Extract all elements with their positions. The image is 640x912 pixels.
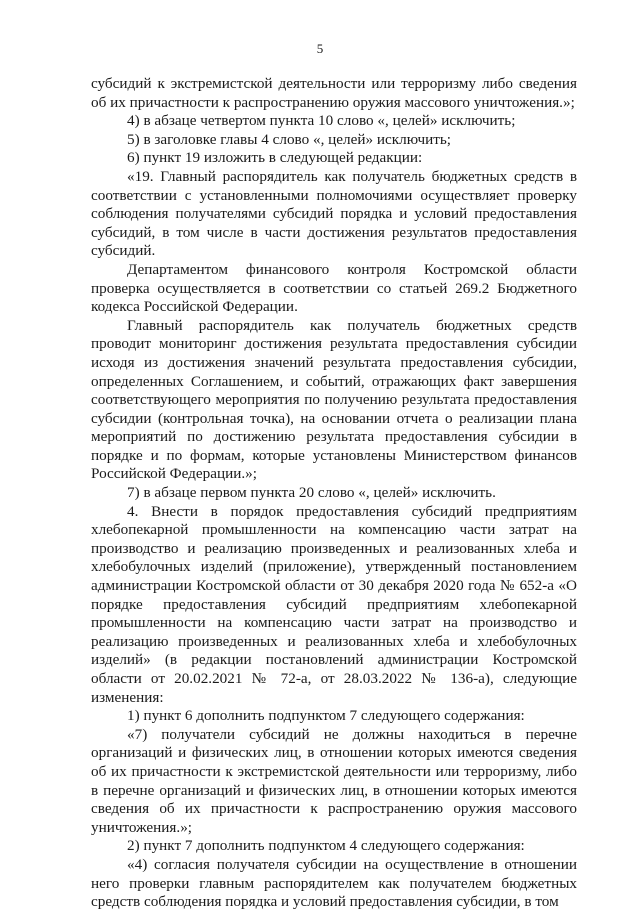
paragraph: Департаментом финансового контроля Костромской области проверка осуществляется в соответствии со статьей 269.2 Бюджетного кодекса Российской Федерации. bbox=[91, 260, 577, 316]
paragraph: 7) в абзаце первом пункта 20 слово «, целей» исключить. bbox=[127, 484, 496, 502]
paragraph: 5) в заголовке главы 4 слово «, целей» исключить; bbox=[127, 130, 452, 148]
paragraph: «19. Главный распорядитель как получатель бюджетных средств в соответствии с установленными полномочиями осуществляет проверку соблюдения получателями субсидий порядка и условий предоставления субсидий, в том числе в части достижения результатов предоставления субсидий. bbox=[91, 167, 577, 260]
paragraph: 4. Внести в порядок предоставления субсидий предприятиям хлебопекарной промышленности на компенсацию части затрат на производство и реализацию произведенных и реализованных хлеба и хлебобулочных изделий (приложение), утвержденный постановлением администрации Костромской области от 30 декабря 2020 года № 652-а «О порядке предоставления субсидий предприятиям хлебопекарной промышленности на компенсацию части затрат на производство и реализацию произведенных и реализованных хлеба и хлебобулочных изделий» (в редакции постановлений администрации Костромской области от 20.02.2021 № 72-а, от 28.03.2022 № 136-а), следующие изменения: bbox=[91, 502, 577, 706]
paragraph: «7) получатели субсидий не должны находиться в перечне организаций и физических лиц, в отношении которых имеются сведения об их причастности к экстремистской деятельности или терроризму, либо в перечне организаций и физических лиц, в отношении которых имеются сведения об их причастности к распространению оружия массового уничтожения.»; bbox=[91, 725, 577, 836]
paragraph: 2) пункт 7 дополнить подпунктом 4 следующего содержания: bbox=[127, 837, 525, 855]
paragraph: «4) согласия получателя субсидии на осуществление в отношении него проверки главным распорядителем как получателем бюджетных средств соблюдения порядка и условий предоставления субсидии, в том bbox=[91, 855, 577, 911]
paragraph: субсидий к экстремистской деятельности или терроризму либо сведения об их причастности к распространению оружия массового уничтожения.»; bbox=[91, 75, 577, 111]
paragraph: 1) пункт 6 дополнить подпунктом 7 следующего содержания: bbox=[127, 707, 525, 725]
paragraph: 6) пункт 19 изложить в следующей редакции: bbox=[127, 149, 423, 167]
page-number: 5 bbox=[316, 41, 324, 56]
paragraph: 4) в абзаце четвертом пункта 10 слово «, целей» исключить; bbox=[127, 112, 516, 130]
document-body bbox=[91, 75, 577, 912]
paragraph: Главный распорядитель как получатель бюджетных средств проводит мониторинг достижения результата предоставления субсидии исходя из достижения значений результата предоставления субсидии, определенных Соглашением, и событий, отражающих факт завершения соответствующего мероприятия по получению результата предоставления субсидии (контрольная точка), на основании отчета о реализации плана мероприятий по достижению результата предоставления субсидии в порядке и по формам, которые установлены Министерством финансов Российской Федерации.»; bbox=[91, 316, 577, 483]
